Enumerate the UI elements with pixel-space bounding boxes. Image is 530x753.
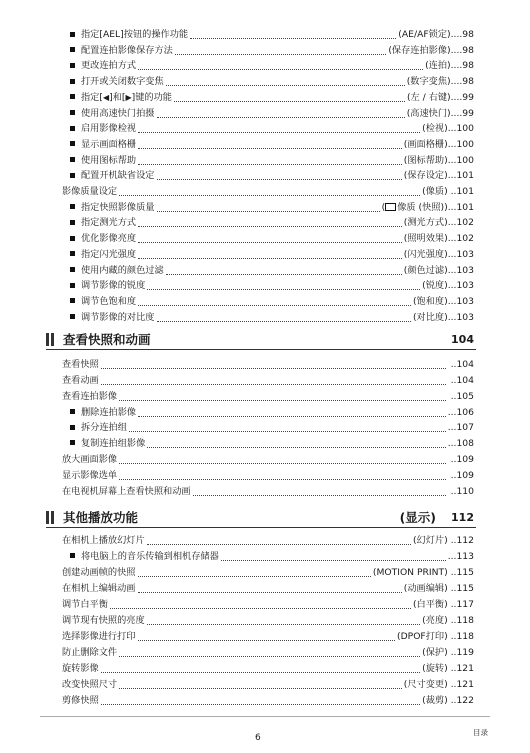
section-page: 112 [451, 511, 474, 524]
toc-entry: 指定快照影像质量 ( 像质 (快照)) ... 101 [70, 200, 474, 215]
toc-entry: 调节现有快照的亮度 (亮度) .. 118 [62, 615, 474, 626]
toc-entry: 将电脑上的音乐传输到相机存储器 ... 113 [70, 549, 474, 564]
section-heading-view [46, 331, 476, 350]
left-arrow-icon: ◀ [102, 92, 110, 102]
toc-entry: 删除连拍影像 ... 106 [70, 405, 474, 420]
bullet-icon [70, 204, 75, 209]
bullet-icon [70, 425, 75, 430]
toc-entry: 在电视机屏幕上查看快照和动画 .. 110 [62, 486, 474, 497]
toc-entry: 显示画面格栅 (画面格栅) ... 100 [70, 137, 474, 152]
toc-entry: 显示影像选单 .. 109 [62, 470, 474, 481]
toc-entry: 剪修快照 (裁剪) .. 122 [62, 695, 474, 706]
section-title: 查看快照和动画 [63, 332, 151, 347]
toc-entry: 调节影像的锐度 (锐度) ... 103 [70, 278, 474, 293]
bullet-icon [70, 173, 75, 178]
bullet-icon [70, 94, 75, 99]
section-ref: (显示) [399, 510, 436, 525]
bullet-icon [70, 141, 75, 146]
page-number: 6 [255, 733, 261, 743]
bullet-icon [70, 236, 75, 241]
bullet-icon [70, 63, 75, 68]
toc-entry: 指定[◀]和[▶]键的功能 (左 / 右键) .... 99 [70, 90, 474, 105]
toc-entry: 指定[AEL]按钮的操作功能 (AE/AF锁定) .... 98 [70, 27, 474, 42]
toc-entry: 创建动画帧的快照 (MOTION PRINT) .. 115 [62, 567, 474, 578]
toc-entry: 在相机上播放幻灯片 (幻灯片) .. 112 [62, 535, 474, 546]
bullet-icon [70, 157, 75, 162]
bullet-icon [70, 283, 75, 288]
bullet-icon [70, 314, 75, 319]
toc-entry: 配置开机缺省设定 (保存设定) ... 101 [70, 168, 474, 183]
bullet-icon [70, 298, 75, 303]
toc-entry: 改变快照尺寸 (尺寸变更) .. 121 [62, 679, 474, 690]
image-quality-icon [385, 203, 396, 211]
toc-entry: 调节影像的对比度 (对比度) ... 103 [70, 310, 474, 325]
bullet-icon [70, 251, 75, 256]
toc-entry: 更改连拍方式 (连拍) .... 98 [70, 58, 474, 73]
section-heading-other [46, 509, 476, 528]
toc-entry: 启用影像检视 (检视) ... 100 [70, 121, 474, 136]
section-marker-icon [46, 511, 49, 524]
toc-entry: 旋转影像 (旋转) .. 121 [62, 663, 474, 674]
section-marker-icon [46, 333, 49, 346]
toc-entry: 使用图标帮助 (图标帮助) ... 100 [70, 153, 474, 168]
toc-entry: 配置连拍影像保存方法 (保存连拍影像) .... 98 [70, 43, 474, 58]
bullet-icon [70, 110, 75, 115]
bullet-icon [70, 47, 75, 52]
toc-entry: 选择影像进行打印 (DPOF打印) .. 118 [62, 631, 474, 642]
toc-entry: 查看快照 .. 104 [62, 359, 474, 370]
toc-entry: 调节色饱和度 (饱和度) ... 103 [70, 294, 474, 309]
right-arrow-icon: ▶ [125, 92, 132, 102]
bullet-icon [70, 32, 75, 37]
bullet-icon [70, 126, 75, 131]
toc-entry: 打开或关闭数字变焦 (数字变焦) .... 98 [70, 74, 474, 89]
toc-entry: 指定闪光强度 (闪光强度) ... 103 [70, 247, 474, 262]
section-page: 104 [451, 333, 474, 346]
toc-entry: 优化影像亮度 (照明效果) ... 102 [70, 231, 474, 246]
toc-entry: 指定测光方式 (测光方式) ... 102 [70, 215, 474, 230]
footer-section-label: 目录 [473, 728, 488, 737]
toc-entry-quality-heading: 影像质量设定 (像质) .. 101 [62, 186, 474, 197]
toc-entry: 拆分连拍组 ... 107 [70, 420, 474, 435]
bullet-icon [70, 220, 75, 225]
footer-divider [40, 716, 490, 717]
toc-entry: 使用高速快门拍摄 (高速快门) .... 99 [70, 106, 474, 121]
toc-entry: 查看连拍影像 .. 105 [62, 391, 474, 402]
bullet-icon [70, 553, 75, 558]
toc-entry: 在相机上编辑动画 (动画编辑) .. 115 [62, 583, 474, 594]
bullet-icon [70, 79, 75, 84]
bullet-icon [70, 440, 75, 445]
toc-entry: 防止删除文件 (保护) .. 119 [62, 647, 474, 658]
toc-entry: 放大画面影像 .. 109 [62, 454, 474, 465]
section-title: 其他播放功能 [63, 510, 139, 525]
toc-entry: 使用内藏的颜色过滤 (颜色过滤) ... 103 [70, 263, 474, 278]
toc-entry: 调节白平衡 (白平衡) .. 117 [62, 599, 474, 610]
bullet-icon [70, 409, 75, 414]
toc-entry: 查看动画 .. 104 [62, 375, 474, 386]
bullet-icon [70, 267, 75, 272]
toc-entry: 复制连拍组影像 ... 108 [70, 436, 474, 451]
